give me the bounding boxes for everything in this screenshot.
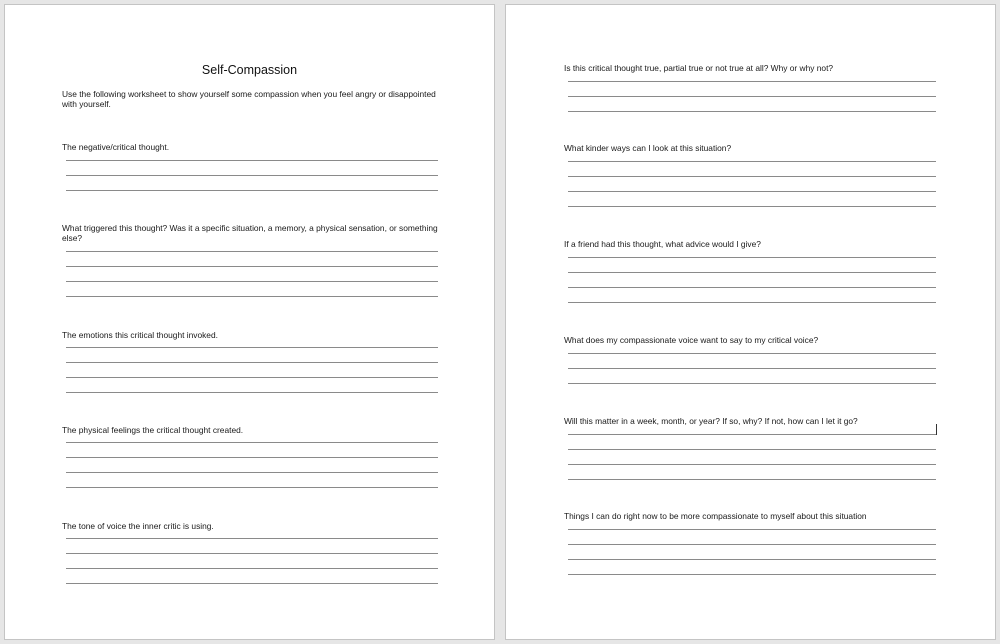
answer-line[interactable] <box>568 81 936 82</box>
question-label: What does my compassionate voice want to say to my critical voice? <box>564 335 819 345</box>
page-title: Self-Compassion <box>201 63 298 77</box>
answer-line[interactable] <box>66 487 438 488</box>
question-label: The physical feelings the critical thought created. <box>62 425 244 435</box>
question-label: The negative/critical thought. <box>62 142 170 152</box>
answer-line[interactable] <box>568 449 936 450</box>
answer-line[interactable] <box>66 281 438 282</box>
question-label: Is this critical thought true, partial true or not true at all? Why or why not? <box>564 63 834 73</box>
answer-line[interactable] <box>568 206 936 207</box>
answer-line[interactable] <box>568 574 936 575</box>
intro-text: Use the following worksheet to show yourself some compassion when you feel angry or disappointed with yourself. <box>62 89 436 110</box>
section-physical-feelings <box>62 425 438 435</box>
answer-line[interactable] <box>66 472 438 473</box>
section-emotions <box>62 330 438 340</box>
question-label: The emotions this critical thought invoked. <box>62 330 218 340</box>
answer-line[interactable] <box>568 111 936 112</box>
answer-line[interactable] <box>66 568 438 569</box>
question-label: The tone of voice the inner critic is using. <box>62 521 214 531</box>
answer-line[interactable] <box>66 175 438 176</box>
answer-line[interactable] <box>568 529 936 530</box>
answer-line[interactable] <box>66 583 438 584</box>
answer-line[interactable] <box>568 368 936 369</box>
question-label: What kinder ways can I look at this situation? <box>564 143 732 153</box>
answer-line[interactable] <box>66 347 438 348</box>
section-kinder-ways <box>564 143 936 153</box>
answer-line[interactable] <box>568 191 936 192</box>
section-compassion-actions <box>564 511 936 521</box>
question-label: Will this matter in a week, month, or year? If so, why? If not, how can I let it go? <box>564 416 858 426</box>
answer-line[interactable] <box>568 383 936 384</box>
answer-line[interactable] <box>568 479 936 480</box>
answer-line[interactable] <box>66 190 438 191</box>
section-friend-advice <box>564 239 936 249</box>
answer-line[interactable] <box>568 434 936 435</box>
answer-line[interactable] <box>568 353 936 354</box>
answer-line[interactable] <box>568 257 936 258</box>
answer-line[interactable] <box>66 457 438 458</box>
worksheet-page-right <box>505 4 996 640</box>
section-negative-thought <box>62 142 438 152</box>
answer-line[interactable] <box>66 251 438 252</box>
answer-line[interactable] <box>66 553 438 554</box>
text-cursor <box>936 424 937 435</box>
question-label: If a friend had this thought, what advice would I give? <box>564 239 761 249</box>
answer-line[interactable] <box>66 377 438 378</box>
answer-line[interactable] <box>568 544 936 545</box>
answer-line[interactable] <box>568 302 936 303</box>
answer-line[interactable] <box>568 176 936 177</box>
answer-line[interactable] <box>66 442 438 443</box>
answer-line[interactable] <box>568 559 936 560</box>
answer-line[interactable] <box>568 287 936 288</box>
answer-line[interactable] <box>66 362 438 363</box>
section-tone-of-voice <box>62 521 438 531</box>
answer-line[interactable] <box>568 161 936 162</box>
question-label: What triggered this thought? Was it a specific situation, a memory, a physical sensation, or something else? <box>62 223 438 244</box>
worksheet-page-left <box>4 4 495 640</box>
section-will-it-matter <box>564 416 936 426</box>
section-is-it-true <box>564 63 936 73</box>
section-trigger <box>62 223 438 244</box>
answer-line[interactable] <box>66 266 438 267</box>
answer-line[interactable] <box>66 160 438 161</box>
answer-line[interactable] <box>568 464 936 465</box>
answer-line[interactable] <box>568 272 936 273</box>
question-label: Things I can do right now to be more compassionate to myself about this situation <box>564 511 867 521</box>
answer-line[interactable] <box>66 296 438 297</box>
answer-line[interactable] <box>568 96 936 97</box>
answer-line[interactable] <box>66 392 438 393</box>
section-compassionate-voice <box>564 335 936 345</box>
answer-line[interactable] <box>66 538 438 539</box>
